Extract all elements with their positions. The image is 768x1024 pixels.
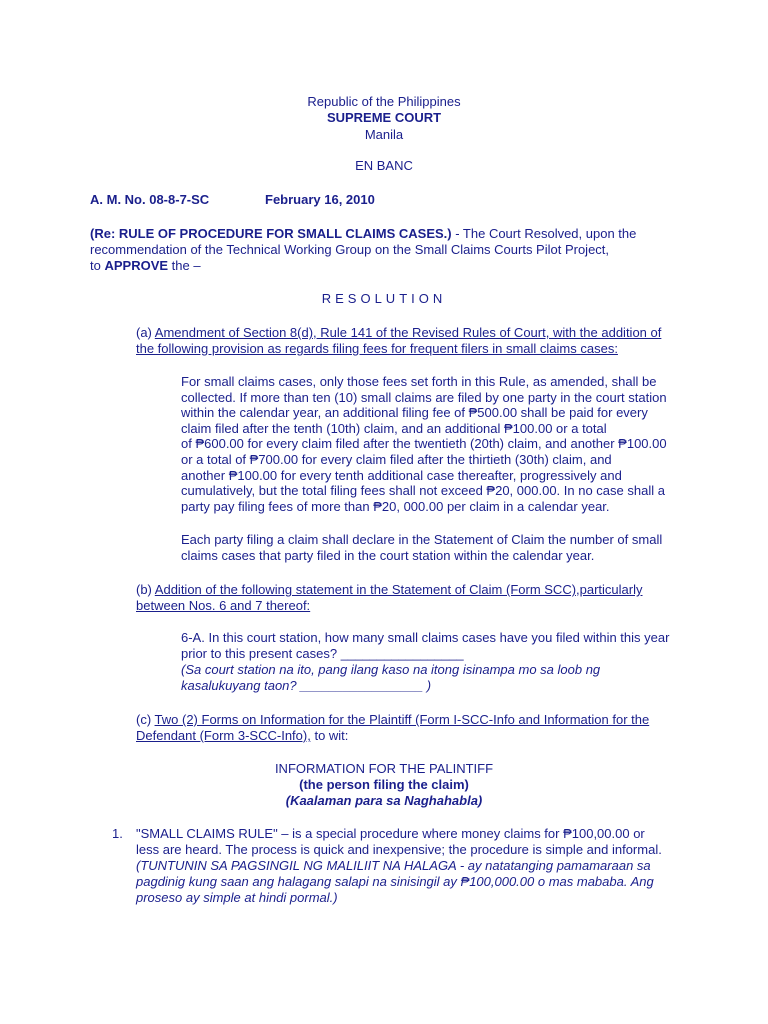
case-date: February 16, 2010 <box>265 192 375 207</box>
section-a-heading-1: Amendment of Section 8(d), Rule 141 of the Revised Rules of Court, with the addition of <box>154 325 662 340</box>
section-c-heading-1: Two (2) Forms on Information for the Plaintiff (Form I-SCC-Info and Information for the <box>154 712 650 727</box>
section-a-para2-line: Each party filing a claim shall declare in the Statement of Claim the number of small <box>181 532 663 547</box>
section-b-label: (b) <box>136 582 155 597</box>
section-b-line-1 <box>136 582 643 598</box>
section-a-para1-line: within the calendar year, an additional filing fee of ₱500.00 shall be paid for every <box>181 405 648 420</box>
section-a-para1-line: For small claims cases, only those fees set forth in this Rule, as amended, shall be <box>181 374 657 389</box>
section-b-heading-2: between Nos. 6 and 7 thereof: <box>136 598 311 613</box>
intro-line-3 <box>90 258 201 274</box>
item-1-italic-line: (TUNTUNIN SA PAGSINGIL NG MALILIIT NA HALAGA - ay natatanging pamamaraan sa <box>136 858 651 873</box>
section-c-heading-2: Defendant (Form 3-SCC-Info), <box>136 728 311 743</box>
case-number: A. M. No. 08-8-7-SC <box>90 192 210 207</box>
section-a-line-1 <box>136 325 661 341</box>
section-b-question-3: (Sa court station na ito, pang ilang kaso na itong isinampa mo sa loob ng <box>181 662 601 677</box>
republic-line: Republic of the Philippines <box>307 94 461 109</box>
section-a-para1-line: of ₱600.00 for every claim filed after the twentieth (20th) claim, and another ₱100.00 <box>181 436 667 451</box>
section-a-label: (a) <box>136 325 155 340</box>
intro-line-1-rest: - The Court Resolved, upon the <box>451 226 637 241</box>
city-line: Manila <box>364 127 404 142</box>
section-b-question-1: 6-A. In this court station, how many small claims cases have you filed within this year <box>181 630 670 645</box>
section-c-line-2-rest: to wit: <box>310 728 349 743</box>
info-heading-translation: (Kaalaman para sa Naghahabla) <box>285 793 483 808</box>
section-b-question-2: prior to this present cases? _________________ <box>181 646 464 661</box>
intro-title: (Re: RULE OF PROCEDURE FOR SMALL CLAIMS CASES.) <box>90 226 452 241</box>
court-name: SUPREME COURT <box>326 110 442 125</box>
section-a-para1-line: party pay filing fees of more than ₱20, 000.00 per claim in a calendar year. <box>181 499 610 514</box>
item-1-italic-line: proseso ay simple at hindi pormal.) <box>136 890 338 905</box>
section-c-line-1 <box>136 712 649 728</box>
section-b-heading-1: Addition of the following statement in the Statement of Claim (Form SCC),particularly <box>154 582 643 597</box>
section-c-label: (c) <box>136 712 155 727</box>
intro-line-3-post: the – <box>168 258 201 273</box>
resolution-heading: RESOLUTION <box>321 291 447 306</box>
section-a-para1-line: another ₱100.00 for every tenth additional case thereafter, progressively and <box>181 468 622 483</box>
item-1-line: less are heard. The process is quick and inexpensive; the procedure is simple and informal. <box>136 842 662 857</box>
intro-line-3-pre: to <box>90 258 105 273</box>
approve-word: APPROVE <box>104 258 169 273</box>
info-heading-title: INFORMATION FOR THE PALINTIFF <box>274 761 494 776</box>
item-1-italic-line: pagdinig kung saan ang halagang salapi na sinisingil ay ₱100,000.00 o mas mababa. Ang <box>136 874 654 889</box>
section-a-para1-line: or a total of ₱700.00 for every claim filed after the thirtieth (30th) claim, and <box>181 452 612 467</box>
info-heading-subtitle: (the person filing the claim) <box>299 777 469 792</box>
intro-line-2: recommendation of the Technical Working Group on the Small Claims Courts Pilot Project, <box>90 242 610 257</box>
section-a-para2-line: claims cases that party filed in the court station within the calendar year. <box>181 548 595 563</box>
section-c-line-2 <box>136 728 348 744</box>
section-a-para1-line: collected. If more than ten (10) small claims are filed by one party in the court station <box>181 390 667 405</box>
division-line: EN BANC <box>355 158 413 173</box>
section-a-heading-2: the following provision as regards filing fees for frequent filers in small claims cases: <box>136 341 618 356</box>
item-1-line: "SMALL CLAIMS RULE" – is a special procedure where money claims for ₱100,00.00 or <box>136 826 645 841</box>
section-b-question-4: kasalukuyang taon? _________________ ) <box>181 678 432 693</box>
section-a-para1-line: claim filed after the tenth (10th) claim, and an additional ₱100.00 or a total <box>181 421 607 436</box>
intro-line-1 <box>90 226 636 242</box>
item-1-number: 1. <box>112 826 123 841</box>
section-a-para1-line: cumulatively, but the total filing fees shall not exceed ₱20, 000.00. In no case shall a <box>181 483 665 498</box>
